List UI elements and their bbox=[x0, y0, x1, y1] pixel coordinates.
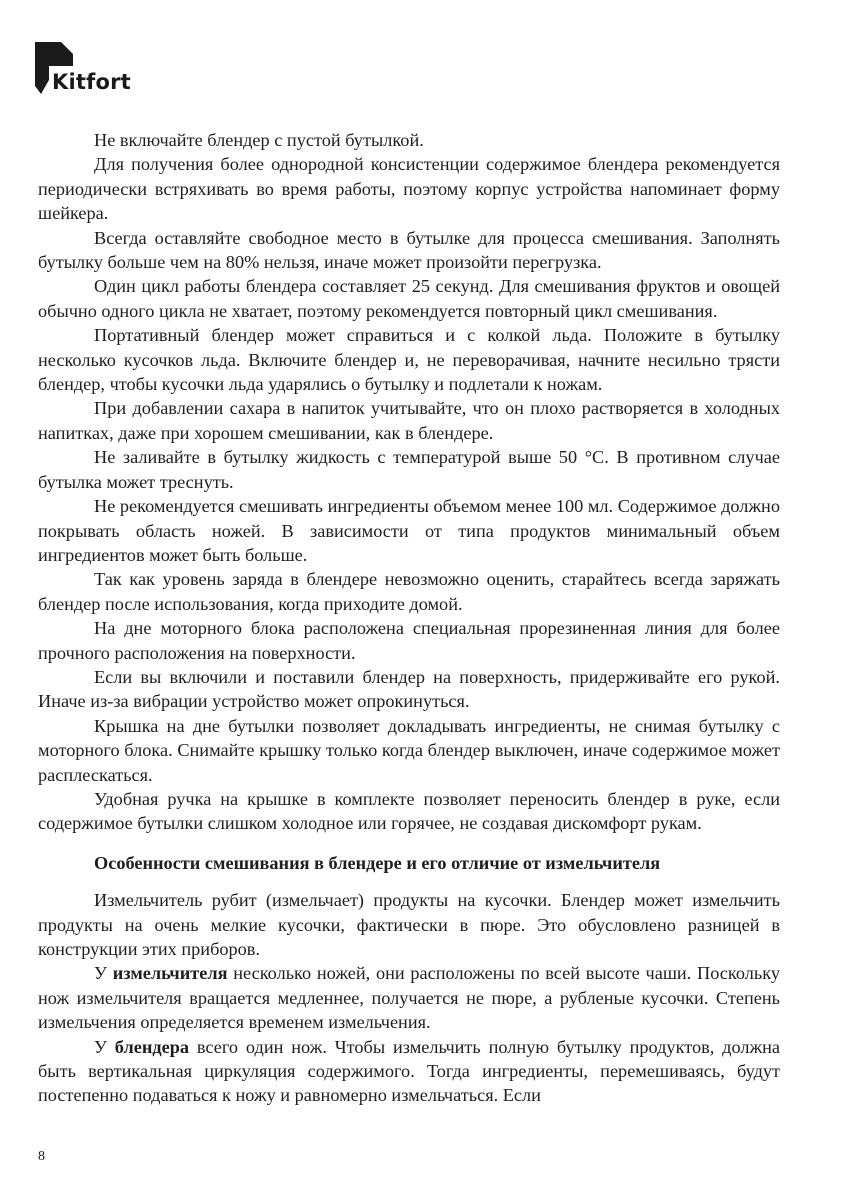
paragraph: На дне моторного блока расположена специальная прорезиненная линия для более прочного расположения на поверхности. bbox=[38, 618, 780, 663]
brand-logo bbox=[35, 42, 155, 98]
paragraph: Если вы включили и поставили блендер на поверхность, придерживайте его рукой. Иначе из-за вибрации устройство может опрокинуться. bbox=[38, 666, 780, 712]
paragraph: Портативный блендер может справиться и с колкой льда. Положите в бутылку несколько кусочков льда. Включите блендер и, не переворачивая, начните несильно трясти блендер, чтобы кусочки льда ударялись о бутылку и подлетали к ножам. bbox=[38, 325, 780, 395]
paragraph: Не рекомендуется смешивать ингредиенты объемом менее 100 мл. Содержимое должно покрывать область ножей. В зависимости от типа продуктов минимальный объем ингредиентов может быть больше. bbox=[38, 496, 780, 565]
text-run: У bbox=[94, 1036, 115, 1057]
paragraph: Удобная ручка на крышке в комплекте позволяет переносить блендер в руке, если содержимое бутылки слишком холодное или горячее, не создавая дискомфорт рукам. bbox=[38, 788, 780, 834]
paragraph: При добавлении сахара в напиток учитывайте, что он плохо растворяется в холодных напитках, даже при хорошем смешивании, как в блендере. bbox=[38, 398, 780, 443]
paragraph: Измельчитель рубит (измельчает) продукты на кусочки. Блендер может измельчить продукты на очень мелкие кусочки, фактически в пюре. Это обусловлено разницей в конструкции этих приборов. bbox=[38, 890, 780, 959]
page-number: 8 bbox=[38, 1149, 45, 1164]
paragraph: Всегда оставляйте свободное место в бутылке для процесса смешивания. Заполнять бутылку больше чем на 80% нельзя, иначе может произойти перегрузка. bbox=[38, 227, 780, 273]
text-run: всего один нож. Чтобы измельчить полную бутылку продуктов, должна быть вертикальная циркуляция содержимого. Тогда ингредиенты, перемешиваясь, будут постепенно подаваться к ножу и равномерно измельчаться. Если bbox=[38, 1036, 781, 1106]
text-run: несколько ножей, они расположены по всей высоте чаши. Поскольку нож измельчителя вращается медленнее, получается не пюре, а рубленые кусочки. Степень измельчения определяется временем измельчения. bbox=[38, 963, 781, 1033]
paragraph bbox=[38, 1035, 780, 1108]
paragraph: Для получения более однородной консистенции содержимое блендера рекомендуется периодически встряхивать во время работы, поэтому корпус устройства напоминает форму шейкера. bbox=[38, 154, 780, 224]
paragraph: Один цикл работы блендера составляет 25 секунд. Для смешивания фруктов и овощей обычно одного цикла не хватает, поэтому рекомендуется повторный цикл смешивания. bbox=[38, 276, 780, 321]
brand-name: Kitfort bbox=[52, 70, 131, 94]
page-body bbox=[38, 128, 780, 1108]
paragraph: Так как уровень заряда в блендере невозможно оценить, старайтесь всегда заряжать блендер после использования, когда приходите домой. bbox=[38, 569, 780, 614]
paragraph: Не заливайте в бутылку жидкость с температурой выше 50 °С. В противном случае бутылка может треснуть. bbox=[38, 447, 780, 492]
paragraph bbox=[38, 961, 780, 1034]
bold-term: блендера bbox=[114, 1036, 190, 1057]
section-heading: Особенности смешивания в блендере и его отличие от измельчителя bbox=[94, 852, 661, 873]
paragraph: Не включайте блендер с пустой бутылкой. bbox=[94, 130, 424, 150]
bold-term: измельчителя bbox=[112, 963, 228, 984]
text-run: У bbox=[94, 963, 113, 984]
paragraph: Крышка на дне бутылки позволяет докладывать ингредиенты, не снимая бутылку с моторного блока. Снимайте крышку только когда блендер выключен, иначе содержимое может расплескаться. bbox=[38, 715, 780, 785]
